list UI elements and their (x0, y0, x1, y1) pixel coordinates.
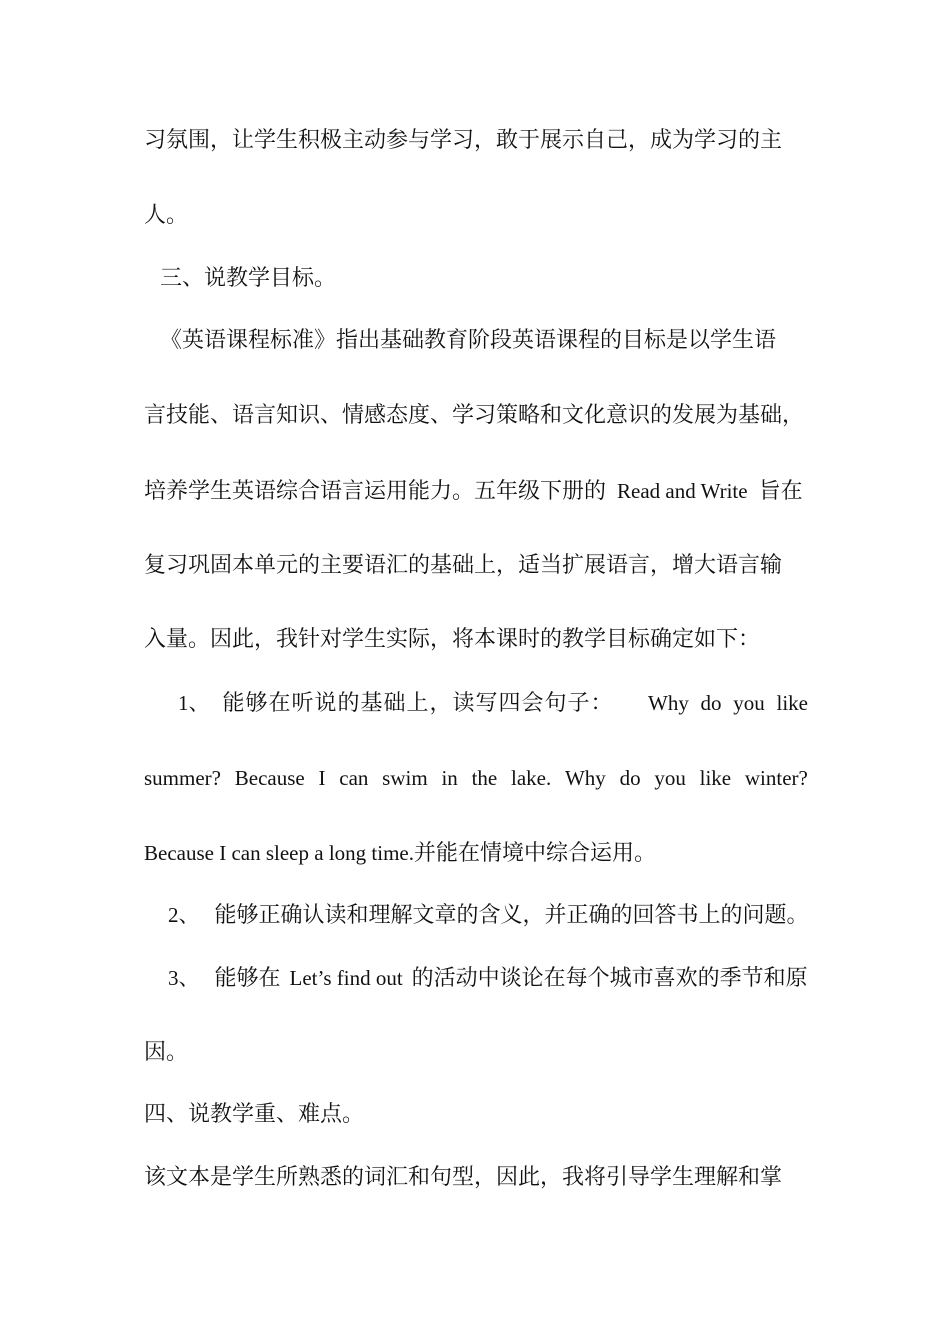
list-item-text: 能够在听说的基础上，读写四会句子： (222, 691, 614, 716)
word: do (700, 691, 722, 715)
list-number: 2、 (168, 903, 200, 927)
list-number: 1、 (178, 691, 210, 715)
paragraph-line: 《英语课程标准》指出基础教育阶段英语课程的目标是以学生语 (160, 328, 777, 353)
paragraph-line: 人。 (144, 203, 189, 228)
text-run-english: Because I can sleep a long time. (144, 841, 414, 865)
section-heading-key-points: 四、说教学重、难点。 (144, 1102, 365, 1127)
word: do (619, 766, 641, 790)
paragraph-line: 因。 (144, 1040, 189, 1065)
word: in (441, 766, 458, 790)
word: Why (564, 766, 606, 790)
paragraph-line: 复习巩固本单元的主要语汇的基础上，适当扩展语言，增大语言输 (144, 553, 783, 578)
word: swim (382, 766, 428, 790)
paragraph-line-english (144, 763, 808, 793)
word: summer? (144, 766, 221, 790)
word: like (699, 766, 732, 790)
word: you (733, 691, 765, 715)
paragraph-line: 入量。因此，我针对学生实际，将本课时的教学目标确定如下： (144, 627, 761, 652)
section-heading-objectives: 三、说教学目标。 (160, 266, 337, 291)
word: winter? (744, 766, 808, 790)
word: the (471, 766, 498, 790)
text-run-english: Read and Write (617, 479, 748, 503)
list-item-1 (178, 688, 808, 719)
paragraph-line: 言技能、语言知识、情感态度、学习策略和文化意识的发展为基础， (144, 403, 805, 428)
word: I (318, 766, 326, 790)
paragraph-line (144, 476, 808, 507)
text-run: 培养学生英语综合语言运用能力。五年级下册的 (144, 479, 607, 504)
word: can (339, 766, 369, 790)
word: you (654, 766, 686, 790)
paragraph-line: 该文本是学生所熟悉的词汇和句型，因此，我将引导学生理解和掌 (144, 1165, 783, 1190)
paragraph-line: 习氛围，让学生积极主动参与学习，敢于展示自己，成为学习的主 (144, 128, 783, 153)
list-item-2 (168, 900, 808, 931)
word: lake. (510, 766, 552, 790)
list-item-text: 能够在 (214, 966, 281, 991)
english-run (648, 688, 808, 718)
word: like (776, 691, 808, 715)
text-run: 旨在 (758, 479, 803, 504)
text-run-english: Let’s find out (289, 966, 403, 990)
list-item-text: 能够正确认读和理解文章的含义，并正确的回答书上的问题。 (214, 903, 809, 928)
list-number: 3、 (168, 966, 200, 990)
paragraph-line (144, 838, 808, 869)
list-item-text: 的活动中谈论在每个城市喜欢的季节和原 (411, 966, 808, 991)
text-run: 并能在情境中综合运用。 (413, 841, 656, 866)
list-item-3 (168, 963, 808, 994)
word: Because (234, 766, 305, 790)
word: Why (648, 691, 689, 715)
